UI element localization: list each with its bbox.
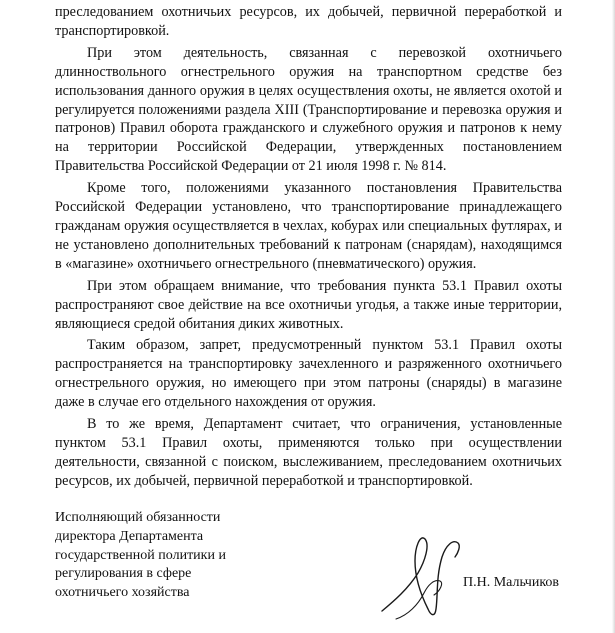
letter-body [55, 3, 562, 494]
signer-position [55, 509, 255, 603]
paragraph-cases-requirements: Кроме того, положениями указанного постановления Правительства Российской Федерации установлено, что транспортирование принадлежащего гражданам оружия осуществляется в чехлах, кобурах или специальных футлярах, и не установлено дополнительных требований к патронам (снарядам), находящимся в «магазине» охотничьего огнестрельного (пневматического) оружия. [55, 180, 562, 272]
paragraph-transport-rules: При этом деятельность, связанная с перевозкой охотничьего длинноствольного огнестрельного оружия на транспортном средстве без использования данного оружия в целях осуществления охоты, не является охотой и регулируется положениями раздела XIII (Транспортирование и перевозка оружия и патронов) Правил оборота гражданского и служебного оружия и патронов к нему на территории Российской Федерации, утвержденных постановлением Правительства Российской Федерации от 21 июля 1998 г. № 814. [55, 44, 562, 175]
position-line: директора Департамента [55, 528, 204, 544]
position-line: Исполняющий обязанности [55, 510, 221, 525]
position-line: государственной политики и [55, 547, 226, 563]
paragraph-continuation: преследованием охотничьих ресурсов, их добычей, первичной переработкой и транспортировкой. [55, 4, 562, 39]
position-line: охотничьего хозяйства [55, 585, 190, 601]
paragraph-department-position: В то же время, Департамент считает, что ограничения, установленные пунктом 53.1 Правил охоты, применяются только при осуществлении деятельности, связанной с поиском, выслеживанием, преследованием охотничьих ресурсов, их добычей, первичной переработкой и транспортировкой. [55, 416, 562, 489]
handwritten-signature [378, 531, 470, 623]
paragraph-point-53-scope: При этом обращаем внимание, что требования пункта 53.1 Правил охоты распространяют свое действие на все охотничьи угодья, а также иные территории, являющиеся средой обитания диких животных. [55, 277, 562, 332]
signature-stroke-main [382, 538, 459, 615]
position-line: регулирования в сфере [55, 566, 192, 582]
signer-name: П.Н. Мальчиков [463, 575, 560, 590]
paragraph-prohibition-conclusion: Таким образом, запрет, предусмотренный пунктом 53.1 Правил охоты распространяется на транспортировку зачехленного и разряженного охотничьего огнестрельного оружия, но имеющего при этом патроны (снаряды) в магазине даже в случае его отдельного нахождения от оружия. [55, 337, 562, 411]
